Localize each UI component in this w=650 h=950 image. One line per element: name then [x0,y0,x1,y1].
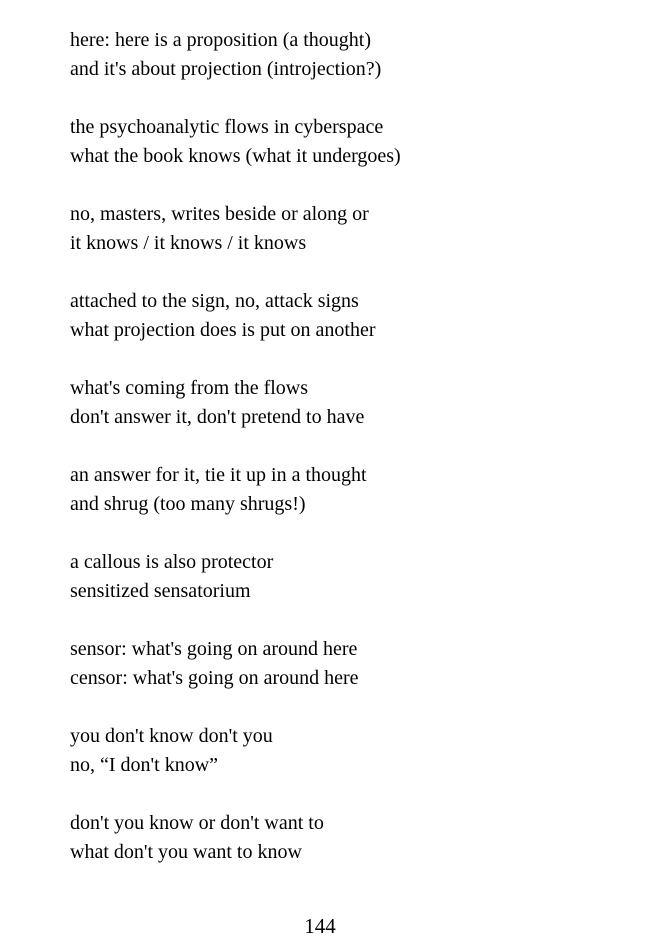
poem-line: here: here is a proposition (a thought) [70,29,372,51]
poem-body [70,26,630,896]
poem-line: censor: what's going on around here [70,667,359,689]
poem-line: what the book knows (what it undergoes) [70,145,401,167]
stanza-2 [70,113,630,171]
poem-line: no, masters, writes beside or along or [70,203,369,225]
stanza-10 [70,809,630,867]
poem-line: sensor: what's going on around here [70,638,358,660]
poem-line: and shrug (too many shrugs!) [70,493,306,515]
poem-line: you don't know don't you [70,725,273,747]
stanza-9 [70,722,630,780]
stanza-3 [70,200,630,258]
poem-line: a callous is also protector [70,551,274,573]
poem-line: no, “I don't know” [70,754,219,776]
poem-line: don't answer it, don't pretend to have [70,406,365,428]
poem-line: it knows / it knows / it knows [70,232,307,254]
poem-line: an answer for it, tie it up in a thought [70,464,367,486]
poem-line: don't you know or don't want to [70,812,324,834]
stanza-8 [70,635,630,693]
stanza-5 [70,374,630,432]
stanza-1 [70,26,630,84]
stanza-7 [70,548,630,606]
poem-line: what's coming from the flows [70,377,309,399]
poem-line: and it's about projection (introjection?) [70,58,382,80]
poem-line: attached to the sign, no, attack signs [70,290,359,312]
poem-line: what projection does is put on another [70,319,376,341]
page-number: 144 [304,914,336,938]
poem-line: what don't you want to know [70,841,302,863]
poem-line: sensitized sensatorium [70,580,251,602]
poem-line: the psychoanalytic flows in cyberspace [70,116,384,138]
stanza-6 [70,461,630,519]
stanza-4 [70,287,630,345]
